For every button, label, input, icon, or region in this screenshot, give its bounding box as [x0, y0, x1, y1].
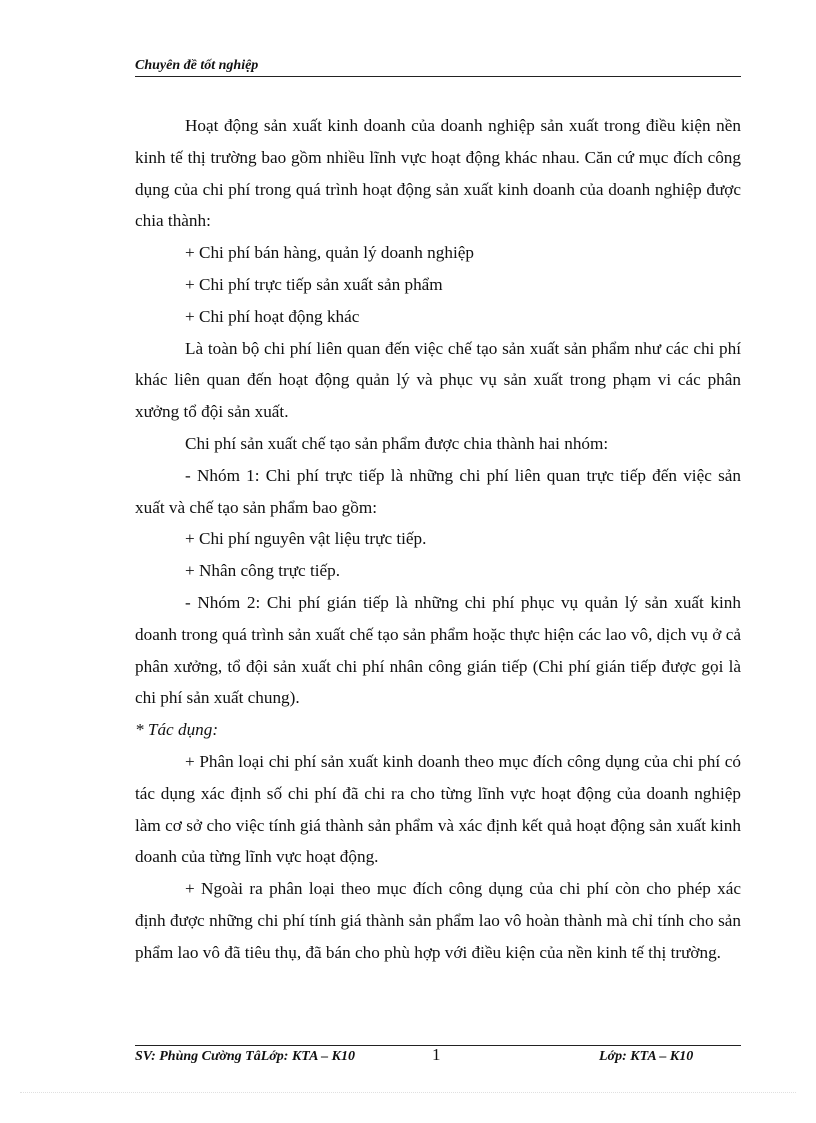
page-header	[135, 58, 741, 77]
page-edge-divider	[20, 1092, 796, 1093]
list-item: + Nhân công trực tiếp.	[185, 561, 341, 581]
paragraph: Hoạt động sản xuất kinh doanh của doanh nghiệp sản xuất trong điều kiện nền kinh tế thị trường bao gồm nhiều lĩnh vực hoạt động khác nhau. Căn cứ mục đích công dụng của chi phí trong quá trình hoạt động sản xuất kinh doanh của doanh nghiệp được chia thành:	[135, 116, 741, 231]
list-item: + Chi phí hoạt động khác	[185, 306, 360, 326]
page-number: 1	[432, 1045, 441, 1064]
list-item: + Chi phí nguyên vật liệu trực tiếp.	[185, 529, 427, 549]
paragraph: Chi phí sản xuất chế tạo sản phẩm được chia thành hai nhóm:	[185, 433, 609, 453]
document-body	[135, 110, 741, 969]
paragraph: - Nhóm 2: Chi phí gián tiếp là những chi phí phục vụ quản lý sản xuất kinh doanh trong quá trình sản xuất chế tạo sản phẩm hoặc thực hiện các lao vô, dịch vụ ở cả phân xưởng, tổ đội sản xuất chi phí nhân công gián tiếp (Chi phí gián tiếp được gọi là chi phí sản xuất chung).	[135, 592, 741, 708]
list-item: + Chi phí bán hàng, quản lý doanh nghiệp	[185, 243, 474, 263]
paragraph: - Nhóm 1: Chi phí trực tiếp là những chi phí liên quan trực tiếp đến việc sản xuất và chế tạo sản phẩm bao gồm:	[135, 465, 741, 517]
paragraph: + Ngoài ra phân loại theo mục đích công dụng của chi phí còn cho phép xác định được những chi phí tính giá thành sản phẩm lao vô hoàn thành mà chỉ tính cho sản phẩm lao vô đã tiêu thụ, đã bán cho phù hợp với điều kiện của nền kinh tế thị trường.	[135, 879, 741, 962]
paragraph: Là toàn bộ chi phí liên quan đến việc chế tạo sản xuất sản phẩm như các chi phí khác liên quan đến hoạt động quản lý và phục vụ sản xuất trong phạm vi các phân xưởng tổ đội sản xuất.	[135, 338, 741, 422]
page-footer	[135, 1045, 741, 1071]
list-item: + Chi phí trực tiếp sản xuất sản phẩm	[185, 274, 443, 294]
section-label: * Tác dụng:	[135, 720, 219, 740]
footer-class: Lớp: KTA – K10	[599, 1049, 694, 1064]
paragraph: + Phân loại chi phí sản xuất kinh doanh theo mục đích công dụng của chi phí có tác dụng xác định số chi phí đã chi ra cho từng lĩnh vực hoạt động của doanh nghiệp làm cơ sở cho việc tính giá thành sản phẩm và xác định kết quả hoạt động sản xuất kinh doanh của từng lĩnh vực hoạt động.	[135, 751, 741, 867]
header-title: Chuyên đề tốt nghiệp	[135, 58, 259, 73]
footer-author: SV: Phùng Cường TâLớp: KTA – K10	[135, 1049, 355, 1064]
